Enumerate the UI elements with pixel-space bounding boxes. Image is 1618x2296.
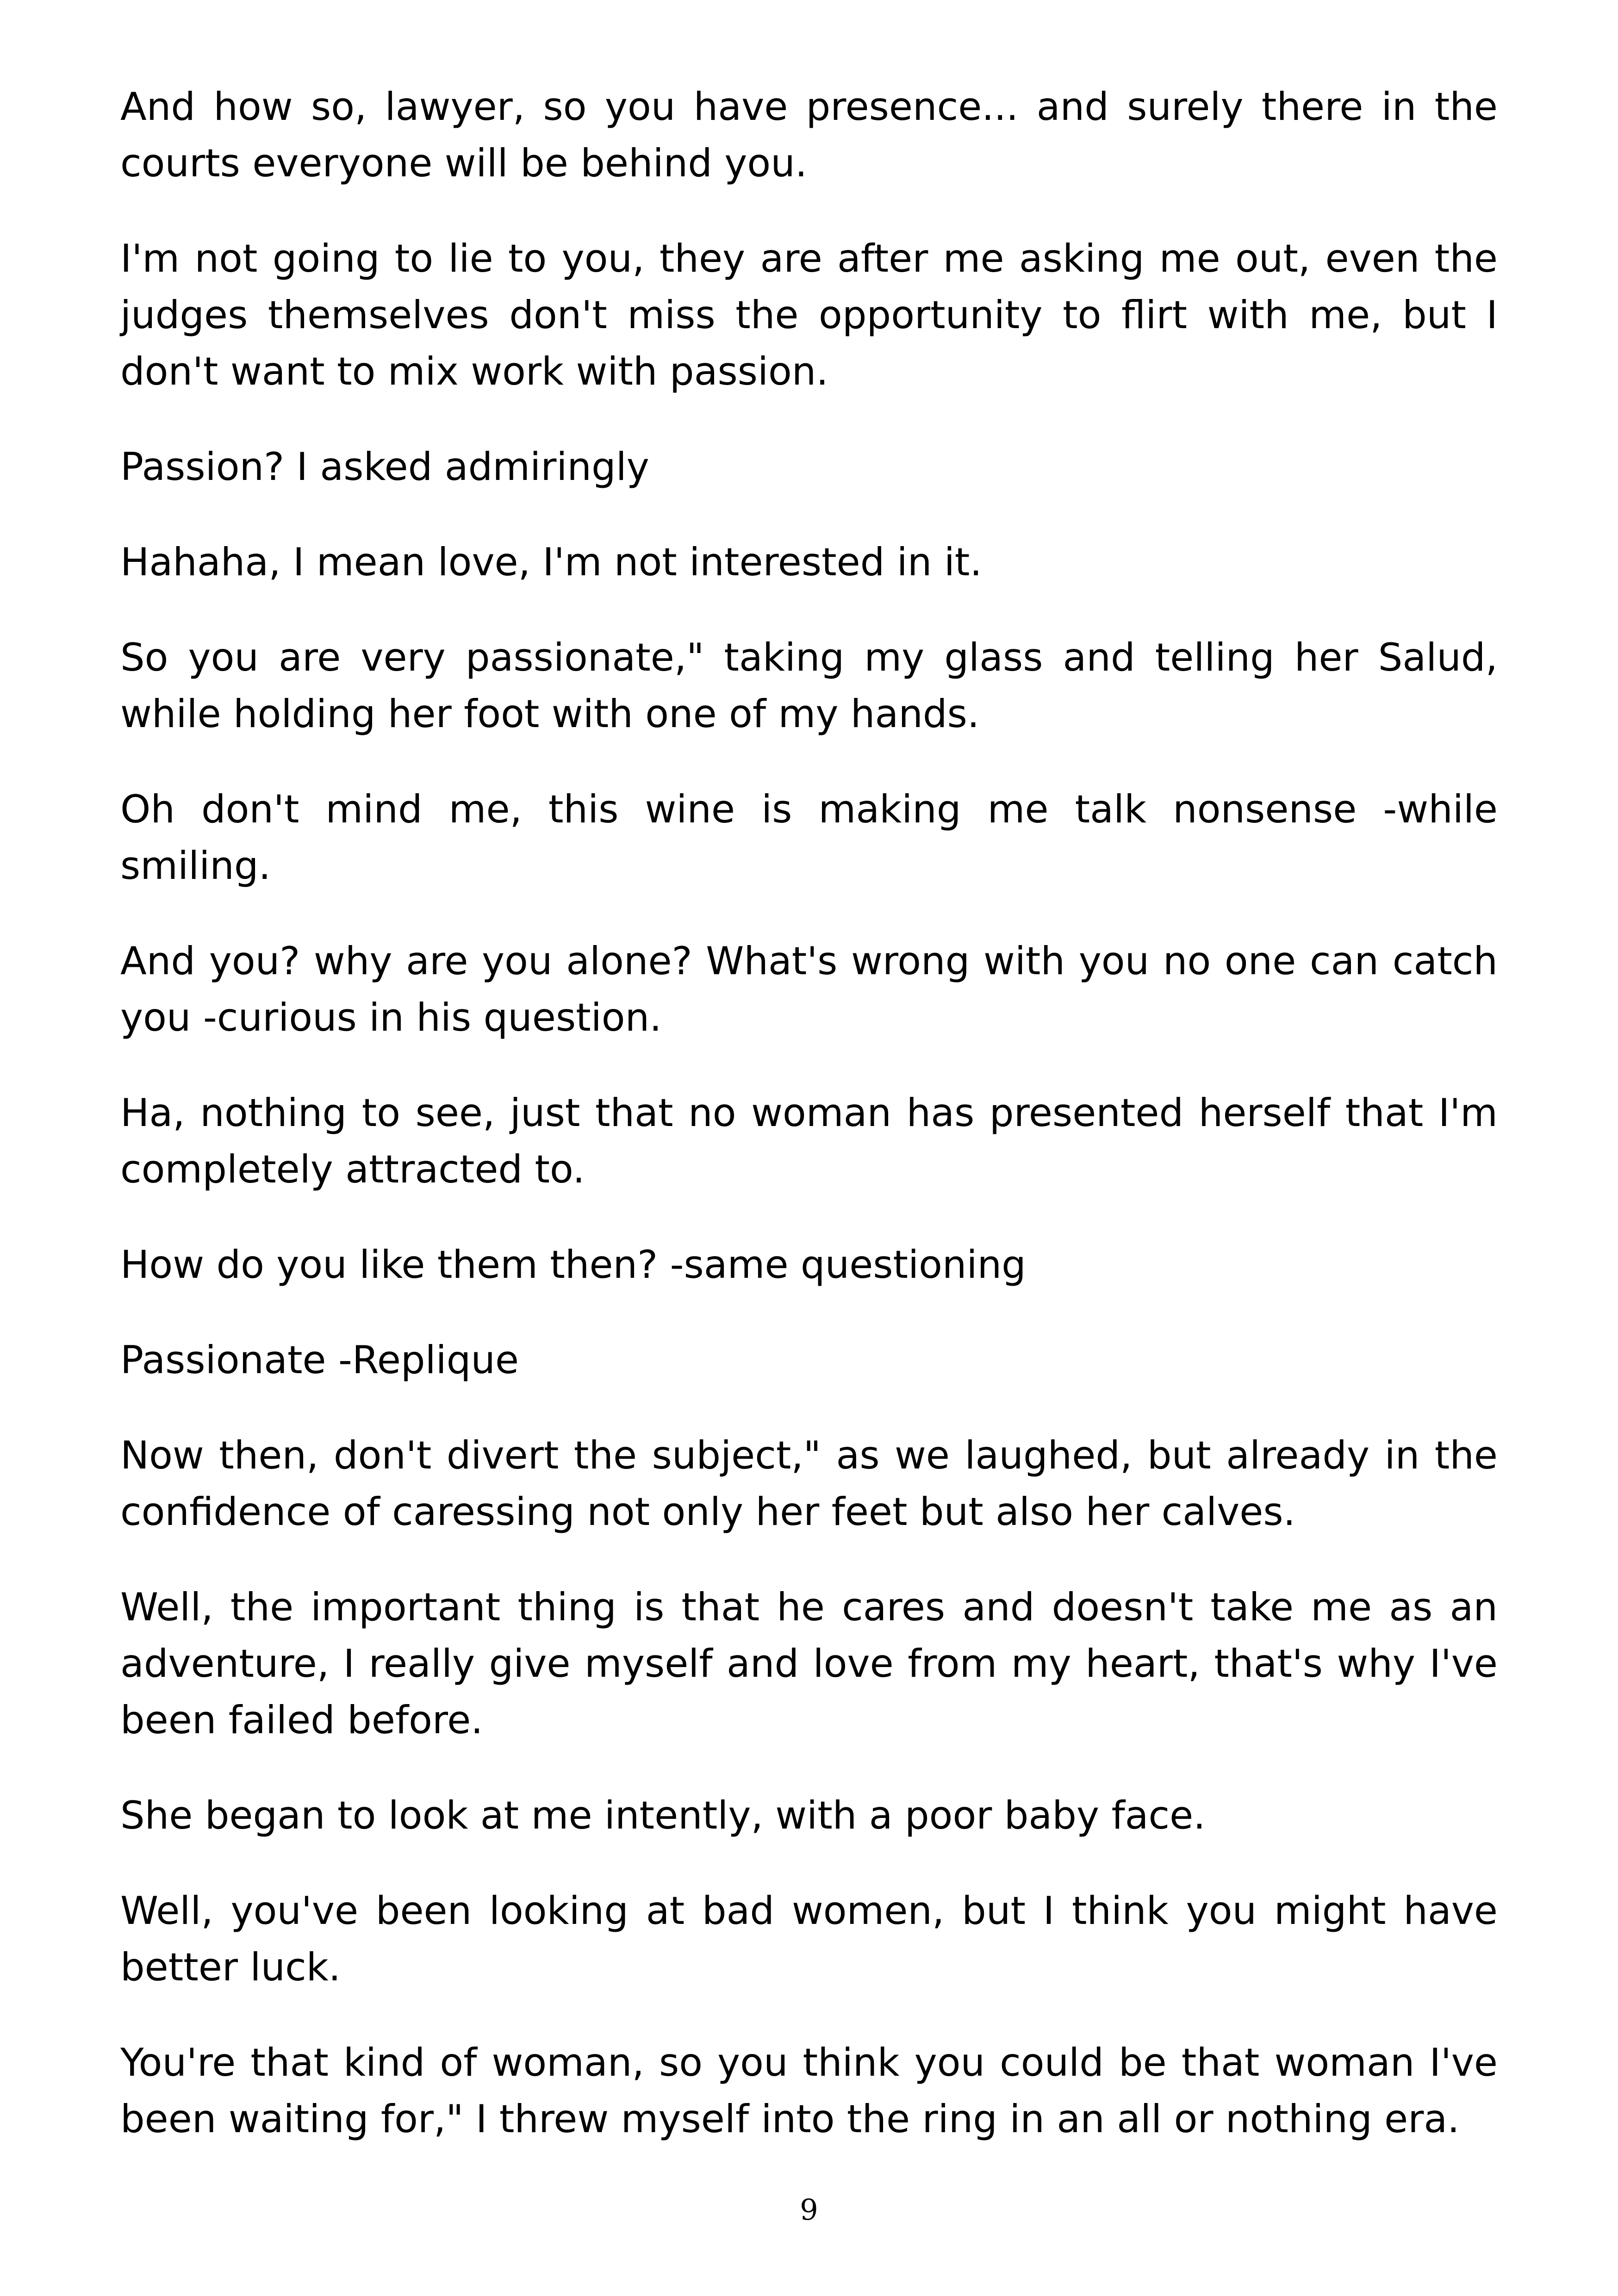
body-text — [120, 79, 1498, 2186]
paragraph: Passion? I asked admiringly — [120, 444, 649, 489]
paragraph: Well, the important thing is that he cares and doesn't take me as an adventure, I really give myself and love from my heart, that's why I've been failed before. — [120, 1585, 1498, 1742]
paragraph: You're that kind of woman, so you think you could be that woman I've been waiting for," I threw myself into the ring in an all or nothing era. — [120, 2040, 1498, 2141]
paragraph: So you are very passionate," taking my glass and telling her Salud, while holding her foot with one of my hands. — [120, 635, 1498, 736]
paragraph: Well, you've been looking at bad women, but I think you might have better luck. — [120, 1888, 1498, 1990]
paragraph: I'm not going to lie to you, they are after me asking me out, even the judges themselves don't miss the opportunity to flirt with me, but I don't want to mix work with passion. — [120, 236, 1498, 394]
paragraph: Ha, nothing to see, just that no woman has presented herself that I'm completely attracted to. — [120, 1090, 1498, 1192]
paragraph: She began to look at me intently, with a poor baby face. — [120, 1793, 1206, 1838]
paragraph: Oh don't mind me, this wine is making me talk nonsense -while smiling. — [120, 787, 1498, 888]
paragraph: Hahaha, I mean love, I'm not interested in it. — [120, 540, 982, 585]
paragraph: How do you like them then? -same questioning — [120, 1242, 1026, 1287]
page-number: 9 — [800, 2193, 818, 2227]
paragraph: Now then, don't divert the subject," as we laughed, but already in the confidence of caressing not only her feet but also her calves. — [120, 1433, 1498, 1534]
paragraph: And you? why are you alone? What's wrong with you no one can catch you -curious in his question. — [120, 939, 1498, 1040]
paragraph: Passionate -Replique — [120, 1338, 519, 1382]
paragraph: And how so, lawyer, so you have presence... and surely there in the courts everyone will be behind you. — [120, 84, 1498, 186]
